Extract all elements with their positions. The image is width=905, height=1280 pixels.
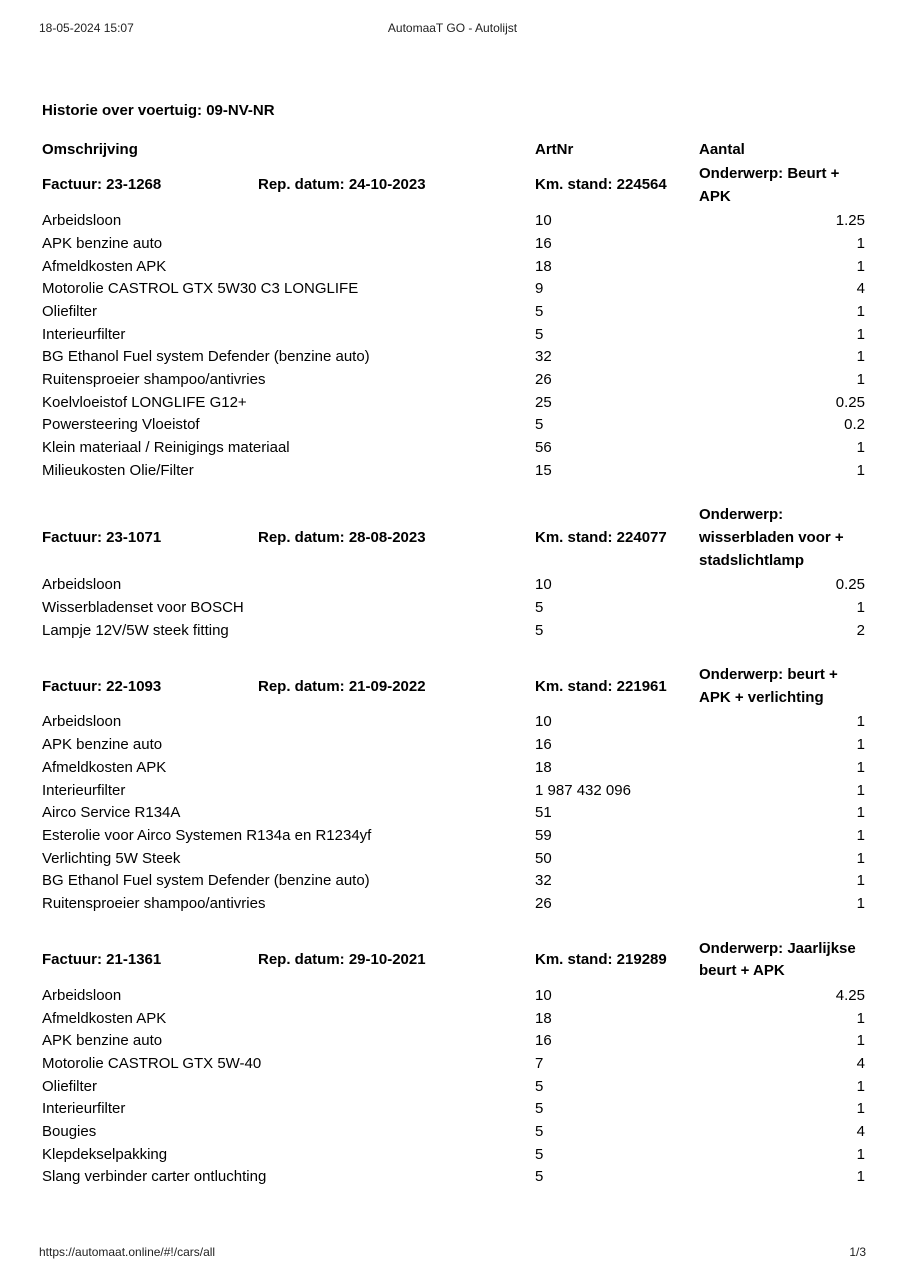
invoice-section — [42, 163, 865, 482]
item-description: Slang verbinder carter ontluchting — [42, 1168, 267, 1186]
item-description: Arbeidsloon — [42, 713, 122, 731]
table-row — [42, 1121, 865, 1144]
table-row — [42, 825, 865, 848]
item-artnr: 59 — [535, 826, 552, 844]
item-quantity: 4 — [856, 280, 865, 298]
item-quantity: 1 — [856, 325, 865, 343]
print-url: https://automaat.online/#!/cars/all — [39, 1245, 216, 1259]
item-artnr: 10 — [535, 713, 552, 731]
item-description: Airco Service R134A — [42, 804, 181, 822]
table-row — [42, 301, 865, 324]
item-artnr: 25 — [535, 393, 552, 411]
invoice-number: Factuur: 23-1268 — [42, 176, 162, 194]
subject: Onderwerp: Jaarlijkse beurt + APK — [699, 939, 856, 980]
item-description: Oliefilter — [42, 1077, 98, 1095]
item-artnr: 5 — [535, 302, 544, 320]
item-description: Ruitensproeier shampoo/antivries — [42, 894, 266, 912]
table-row — [42, 210, 865, 233]
invoice-number: Factuur: 21-1361 — [42, 950, 162, 968]
invoice-header — [42, 163, 865, 208]
item-artnr: 5 — [535, 1122, 544, 1140]
table-row — [42, 848, 865, 871]
item-artnr: 32 — [535, 872, 552, 890]
table-row — [42, 757, 865, 780]
item-artnr: 5 — [535, 416, 544, 434]
item-description: Esterolie voor Airco Systemen R134a en R1234yf — [42, 826, 372, 844]
item-description: Afmeldkosten APK — [42, 257, 167, 275]
invoice-section — [42, 664, 865, 915]
item-description: APK benzine auto — [42, 1032, 163, 1050]
item-quantity: 1 — [856, 736, 865, 754]
item-description: Interieurfilter — [42, 781, 126, 799]
item-artnr: 51 — [535, 804, 552, 822]
item-quantity: 0.25 — [835, 393, 865, 411]
print-footer — [39, 1245, 866, 1261]
item-description: Oliefilter — [42, 302, 98, 320]
item-quantity: 0.25 — [835, 576, 865, 594]
item-quantity: 1 — [856, 234, 865, 252]
item-quantity: 2 — [856, 621, 865, 639]
table-row — [42, 324, 865, 347]
invoice-header — [42, 938, 865, 983]
item-quantity: 1 — [856, 849, 865, 867]
item-quantity: 4 — [856, 1054, 865, 1072]
table-row — [42, 1144, 865, 1167]
print-datetime: 18-05-2024 15:07 — [39, 21, 134, 35]
item-description: Afmeldkosten APK — [42, 1009, 167, 1027]
item-artnr: 5 — [535, 325, 544, 343]
item-quantity: 1 — [856, 257, 865, 275]
table-row — [42, 597, 865, 620]
item-artnr: 5 — [535, 621, 544, 639]
item-quantity: 1 — [856, 894, 865, 912]
table-row — [42, 893, 865, 916]
table-row — [42, 1076, 865, 1099]
column-header-quantity: Aantal — [699, 141, 745, 158]
item-artnr: 5 — [535, 1077, 544, 1095]
item-artnr: 50 — [535, 849, 552, 867]
table-row — [42, 1030, 865, 1053]
item-description: Arbeidsloon — [42, 986, 122, 1004]
table-row — [42, 1098, 865, 1121]
item-artnr: 10 — [535, 576, 552, 594]
table-row — [42, 985, 865, 1008]
subject: Onderwerp: wisserbladen voor + stadslichtlamp — [699, 506, 844, 569]
item-artnr: 16 — [535, 1032, 552, 1050]
print-title: AutomaaT GO - Autolijst — [387, 21, 518, 35]
item-artnr: 56 — [535, 439, 552, 457]
column-headers — [42, 139, 865, 161]
invoice-sections — [42, 163, 865, 1189]
invoice-header — [42, 664, 865, 709]
item-description: Klepdekselpakking — [42, 1145, 168, 1163]
table-row — [42, 414, 865, 437]
item-quantity: 1 — [856, 758, 865, 776]
item-quantity: 1.25 — [835, 212, 865, 230]
table-row — [42, 620, 865, 643]
item-artnr: 7 — [535, 1054, 544, 1072]
item-artnr: 5 — [535, 1145, 544, 1163]
table-row — [42, 437, 865, 460]
table-row — [42, 734, 865, 757]
table-row — [42, 802, 865, 825]
item-quantity: 1 — [856, 439, 865, 457]
table-row — [42, 460, 865, 483]
item-artnr: 16 — [535, 736, 552, 754]
item-quantity: 1 — [856, 872, 865, 890]
table-row — [42, 392, 865, 415]
item-artnr: 32 — [535, 348, 552, 366]
item-description: BG Ethanol Fuel system Defender (benzine auto) — [42, 348, 370, 366]
item-quantity: 1 — [856, 302, 865, 320]
item-description: Milieukosten Olie/Filter — [42, 461, 194, 479]
item-artnr: 10 — [535, 986, 552, 1004]
item-quantity: 1 — [856, 1032, 865, 1050]
mileage: Km. stand: 221961 — [535, 677, 667, 695]
item-description: Powersteering Vloeistof — [42, 416, 200, 434]
item-quantity: 1 — [856, 713, 865, 731]
table-row — [42, 233, 865, 256]
item-description: Bougies — [42, 1122, 97, 1140]
item-description: BG Ethanol Fuel system Defender (benzine auto) — [42, 872, 370, 890]
table-row — [42, 369, 865, 392]
table-row — [42, 1053, 865, 1076]
item-description: Motorolie CASTROL GTX 5W-40 — [42, 1054, 262, 1072]
item-artnr: 18 — [535, 1009, 552, 1027]
item-description: Arbeidsloon — [42, 212, 122, 230]
item-description: Verlichting 5W Steek — [42, 849, 181, 867]
item-artnr: 9 — [535, 280, 544, 298]
item-quantity: 1 — [856, 1168, 865, 1186]
item-artnr: 5 — [535, 1168, 544, 1186]
item-artnr: 18 — [535, 257, 552, 275]
item-description: Wisserbladenset voor BOSCH — [42, 598, 244, 616]
item-artnr: 15 — [535, 461, 552, 479]
table-row — [42, 870, 865, 893]
mileage: Km. stand: 224077 — [535, 529, 667, 547]
item-artnr: 16 — [535, 234, 552, 252]
item-quantity: 1 — [856, 1077, 865, 1095]
item-quantity: 1 — [856, 826, 865, 844]
item-quantity: 0.2 — [844, 416, 865, 434]
item-quantity: 4.25 — [835, 986, 865, 1004]
item-quantity: 1 — [856, 1009, 865, 1027]
item-description: Motorolie CASTROL GTX 5W30 C3 LONGLIFE — [42, 280, 359, 298]
table-row — [42, 278, 865, 301]
repair-date: Rep. datum: 21-09-2022 — [258, 677, 426, 695]
item-quantity: 1 — [856, 348, 865, 366]
mileage: Km. stand: 219289 — [535, 950, 667, 968]
invoice-section — [42, 504, 865, 642]
item-artnr: 18 — [535, 758, 552, 776]
item-quantity: 1 — [856, 781, 865, 799]
item-artnr: 26 — [535, 894, 552, 912]
repair-date: Rep. datum: 29-10-2021 — [258, 950, 426, 968]
item-artnr: 5 — [535, 598, 544, 616]
table-row — [42, 1008, 865, 1031]
item-quantity: 4 — [856, 1122, 865, 1140]
item-quantity: 1 — [856, 598, 865, 616]
item-description: Interieurfilter — [42, 1100, 126, 1118]
item-description: Arbeidsloon — [42, 576, 122, 594]
item-description: Afmeldkosten APK — [42, 758, 167, 776]
page-title: Historie over voertuig: 09-NV-NR — [42, 102, 275, 119]
table-row — [42, 711, 865, 734]
item-artnr: 26 — [535, 371, 552, 388]
item-quantity: 1 — [856, 1100, 865, 1118]
item-description: Klein materiaal / Reinigings materiaal — [42, 439, 290, 457]
vehicle-history — [42, 96, 865, 1189]
item-artnr: 1 987 432 096 — [535, 781, 631, 799]
repair-date: Rep. datum: 24-10-2023 — [258, 176, 426, 194]
item-description: APK benzine auto — [42, 234, 163, 252]
invoice-header — [42, 504, 865, 572]
repair-date: Rep. datum: 28-08-2023 — [258, 529, 426, 547]
table-row — [42, 346, 865, 369]
item-quantity: 1 — [856, 1145, 865, 1163]
invoice-number: Factuur: 23-1071 — [42, 529, 162, 547]
column-header-description: Omschrijving — [42, 141, 138, 158]
subject: Onderwerp: Beurt + APK — [699, 165, 840, 205]
item-quantity: 1 — [856, 371, 865, 388]
item-description: Koelvloeistof LONGLIFE G12+ — [42, 393, 247, 411]
invoice-number: Factuur: 22-1093 — [42, 677, 162, 695]
item-quantity: 1 — [856, 461, 865, 479]
table-row — [42, 1166, 865, 1189]
table-row — [42, 780, 865, 803]
item-description: Lampje 12V/5W steek fitting — [42, 621, 229, 639]
item-description: Interieurfilter — [42, 325, 126, 343]
item-description: Ruitensproeier shampoo/antivries — [42, 371, 266, 388]
item-description: APK benzine auto — [42, 736, 163, 754]
item-quantity: 1 — [856, 804, 865, 822]
subject: Onderwerp: beurt + APK + verlichting — [699, 666, 838, 706]
table-row — [42, 574, 865, 597]
mileage: Km. stand: 224564 — [535, 176, 667, 194]
table-row — [42, 256, 865, 279]
page-number: 1/3 — [849, 1245, 866, 1259]
column-header-artnr: ArtNr — [535, 141, 574, 158]
item-artnr: 5 — [535, 1100, 544, 1118]
print-header — [39, 21, 866, 37]
invoice-section — [42, 938, 865, 1189]
item-artnr: 10 — [535, 212, 552, 230]
